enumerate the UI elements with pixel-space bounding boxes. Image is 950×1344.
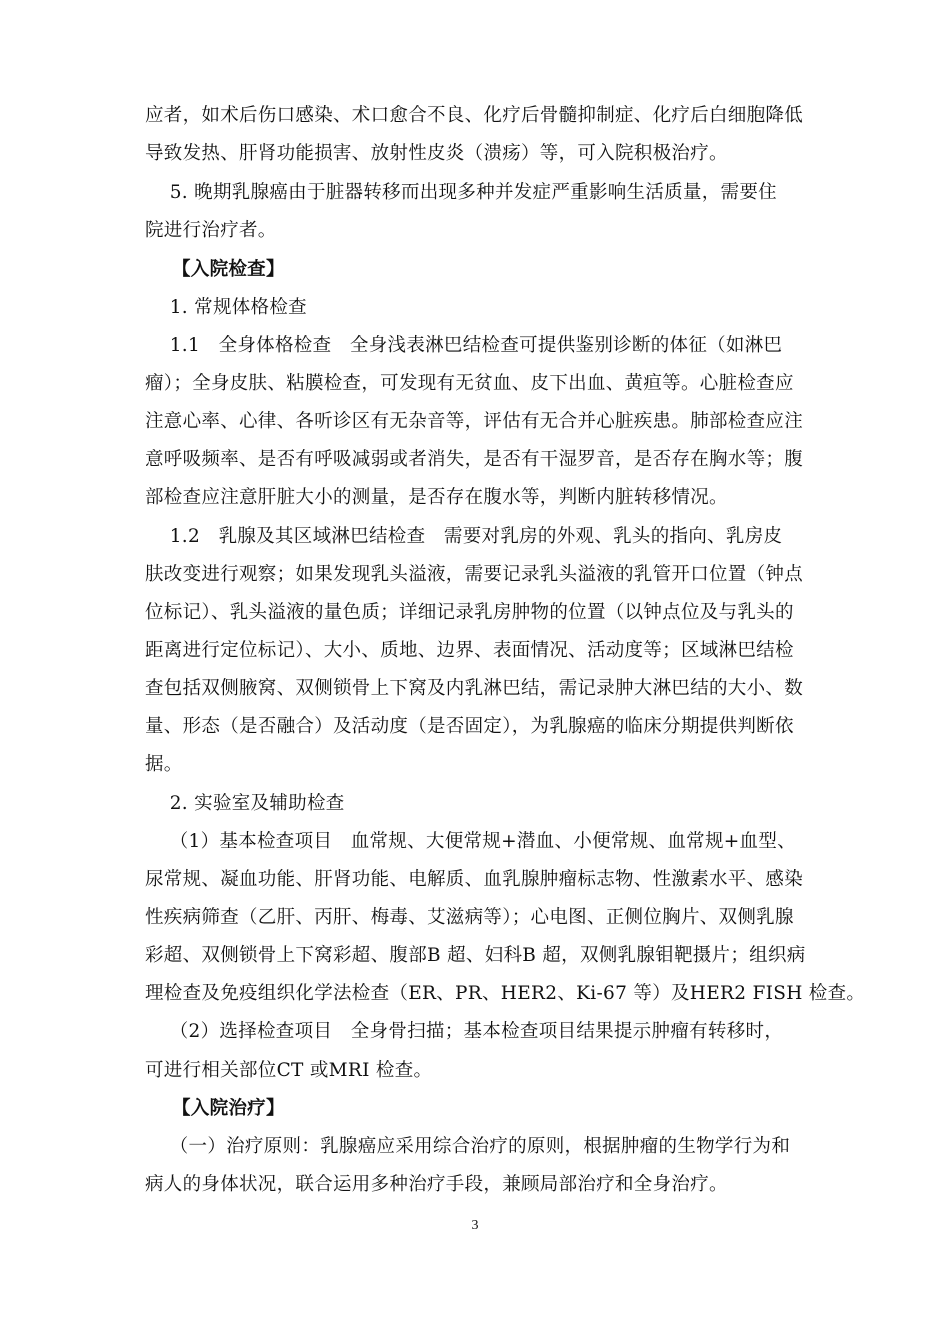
text-line: 应者，如术后伤口感染、术口愈合不良、化疗后骨髓抑制症、化疗后白细胞降低 xyxy=(145,105,804,126)
text-line: 瘤）；全身皮肤、粘膜检查，可发现有无贫血、皮下出血、黄疸等。心脏检查应 xyxy=(145,373,794,394)
text-line: 部检查应注意肝脏大小的测量，是否存在腹水等，判断内脏转移情况。 xyxy=(145,487,728,508)
page-number: 3 xyxy=(471,1218,479,1233)
text-line: 1. 常规体格检查 xyxy=(145,297,307,318)
text-line: 病人的身体状况，联合运用多种治疗手段，兼顾局部治疗和全身治疗。 xyxy=(145,1174,728,1195)
text-line: （一）治疗原则：乳腺癌应采用综合治疗的原则，根据肿瘤的生物学行为和 xyxy=(145,1136,791,1157)
text-line: 可进行相关部位CT 或MRI 检查。 xyxy=(145,1060,433,1081)
text-line: 5. 晚期乳腺癌由于脏器转移而出现多种并发症严重影响生活质量，需要住 xyxy=(145,182,777,203)
section-heading-admission-treatment: 【入院治疗】 xyxy=(145,1098,285,1119)
section-heading-admission-exam: 【入院检查】 xyxy=(145,259,285,280)
text-line: 1.1 全身体格检查 全身浅表淋巴结检查可提供鉴别诊断的体征（如淋巴 xyxy=(145,335,783,356)
text-line: （2）选择检查项目 全身骨扫描；基本检查项目结果提示肿瘤有转移时， xyxy=(145,1021,784,1042)
text-line: 注意心率、心律、各听诊区有无杂音等，评估有无合并心脏疾患。肺部检查应注 xyxy=(145,411,804,432)
text-line: 1.2 乳腺及其区域淋巴结检查 需要对乳房的外观、乳头的指向、乳房皮 xyxy=(145,526,783,547)
text-line: 距离进行定位标记）、大小、质地、边界、表面情况、活动度等；区域淋巴结检 xyxy=(145,640,794,661)
text-line: 量、形态（是否融合）及活动度（是否固定），为乳腺癌的临床分期提供判断依 xyxy=(145,716,794,737)
text-line: 肤改变进行观察；如果发现乳头溢液，需要记录乳头溢液的乳管开口位置（钟点 xyxy=(145,564,804,585)
text-line: 性疾病筛查（乙肝、丙肝、梅毒、艾滋病等）；心电图、正侧位胸片、双侧乳腺 xyxy=(145,907,794,928)
text-line: （1）基本检查项目 血常规、大便常规+潜血、小便常规、血常规+血型、 xyxy=(145,831,796,852)
text-line: 据。 xyxy=(145,754,183,775)
text-line: 导致发热、肝肾功能损害、放射性皮炎（溃疡）等，可入院积极治疗。 xyxy=(145,143,728,164)
text-line: 意呼吸频率、是否有呼吸减弱或者消失，是否有干湿罗音，是否存在胸水等；腹 xyxy=(145,449,804,470)
text-line: 查包括双侧腋窝、双侧锁骨上下窝及内乳淋巴结，需记录肿大淋巴结的大小、数 xyxy=(145,678,804,699)
text-line: 尿常规、凝血功能、肝肾功能、电解质、血乳腺肿瘤标志物、性激素水平、感染 xyxy=(145,869,804,890)
text-line: 彩超、双侧锁骨上下窝彩超、腹部B 超、妇科B 超，双侧乳腺钼靶摄片；组织病 xyxy=(145,945,806,966)
text-line: 位标记）、乳头溢液的量色质；详细记录乳房肿物的位置（以钟点位及与乳头的 xyxy=(145,602,794,623)
text-line: 2. 实验室及辅助检查 xyxy=(145,793,345,814)
text-line: 理检查及免疫组织化学法检查（ER、PR、HER2、Ki-67 等）及HER2 FISH 检查。 xyxy=(145,983,866,1004)
text-line: 院进行治疗者。 xyxy=(145,220,277,241)
